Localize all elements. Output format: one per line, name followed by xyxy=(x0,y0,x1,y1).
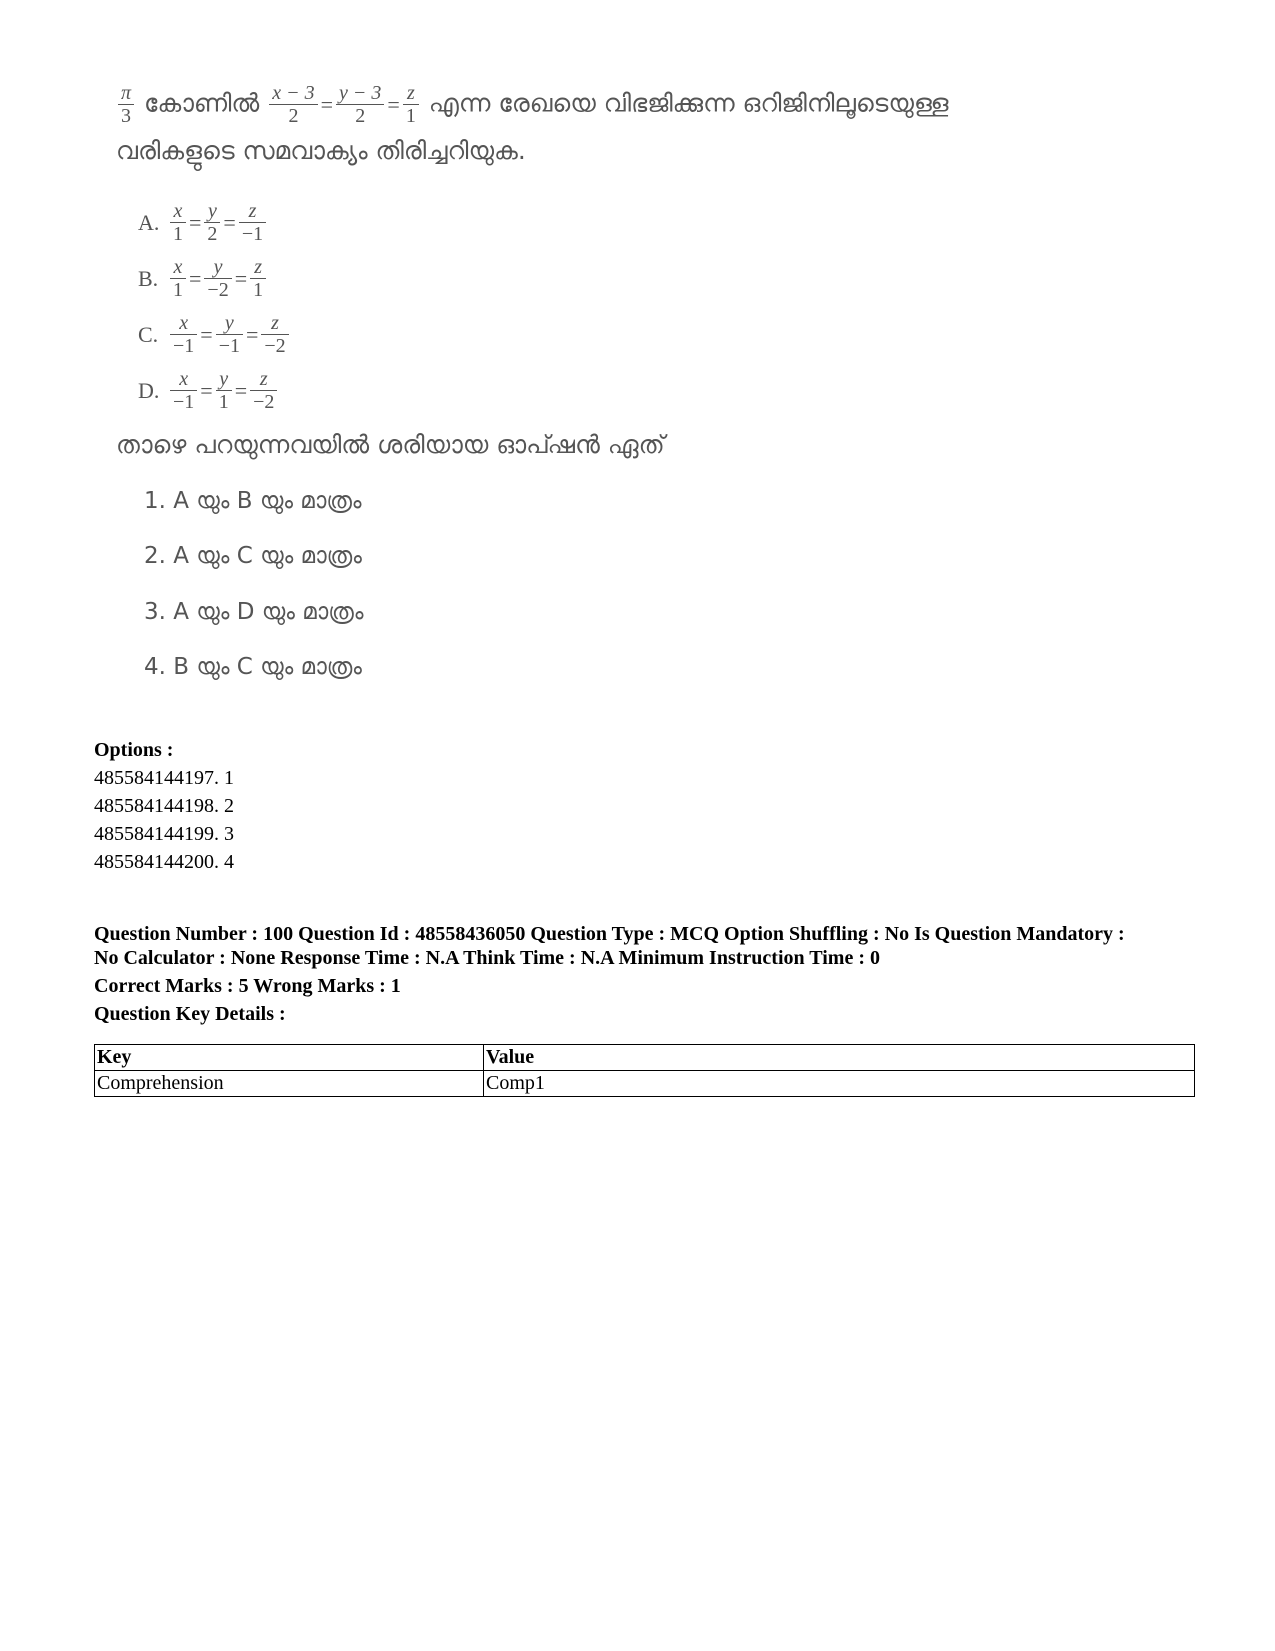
equation-label: B. xyxy=(138,265,159,291)
pi-over-3: $\frac{\pi}{3}$ xyxy=(118,82,134,127)
equals-sign: = xyxy=(234,377,248,403)
equation-label: D. xyxy=(138,377,160,403)
equation-option xyxy=(138,200,268,245)
line-fraction-y: $\frac{y - 3}{2}$ xyxy=(336,82,384,127)
equals-sign: = xyxy=(200,377,213,403)
equation-option xyxy=(138,256,268,301)
table-cell-key: Comprehension xyxy=(95,1071,484,1097)
equation-fraction: $\frac{x}{-1}$ xyxy=(170,368,197,413)
table-cell-value: Comp1 xyxy=(484,1071,1195,1097)
question-text-b: എന്ന രേഖയെ വിഭജിക്കുന്ന ഒറിജിനിലൂടെയുള്ള xyxy=(428,88,949,118)
table-row xyxy=(95,1071,1195,1097)
question-image xyxy=(108,78,1098,728)
equation-fraction: $\frac{x}{1}$ xyxy=(170,200,186,245)
meta-line-1: Question Number : 100 Question Id : 48558436050 Question Type : MCQ Option Shuffling : No Is Question Mandatory : xyxy=(94,923,1125,945)
equals-sign: = xyxy=(189,265,202,291)
equation-fraction: $\frac{z}{-1}$ xyxy=(239,200,266,245)
equation-option xyxy=(138,368,279,413)
equation-label: A. xyxy=(138,209,160,235)
equals-sign: = xyxy=(245,321,259,347)
equation-fraction: $\frac{z}{-2}$ xyxy=(250,368,277,413)
question-prompt: താഴെ പറയുന്നവയിൽ ശരിയായ ഓപ്ഷൻ ഏത് xyxy=(116,430,665,459)
equation-label: C. xyxy=(138,321,159,347)
option-2: 485584144198. 2 xyxy=(94,795,234,817)
equals-sign: = xyxy=(200,321,213,347)
line-fraction-z: $\frac{z}{1}$ xyxy=(403,82,419,127)
option-1: 485584144197. 1 xyxy=(94,767,234,789)
option-3: 485584144199. 3 xyxy=(94,823,234,845)
equals-sign: = xyxy=(189,209,202,235)
question-text-a: കോണിൽ xyxy=(143,88,260,118)
equation-fraction: $\frac{x}{1}$ xyxy=(170,256,186,301)
equation-fraction: $\frac{x}{-1}$ xyxy=(170,312,197,357)
equation-option xyxy=(138,312,291,357)
equals-sign: = xyxy=(234,265,248,291)
options-heading: Options : xyxy=(94,739,174,761)
line-fraction-x: $\frac{x - 3}{2}$ xyxy=(269,82,317,127)
equation-fraction: $\frac{z}{1}$ xyxy=(250,256,266,301)
choice-3: 3. A യും D യും മാത്രം xyxy=(144,599,364,625)
equation-fraction: $\frac{y}{-1}$ xyxy=(216,312,243,357)
key-table xyxy=(94,1044,1195,1097)
table-header-key: Key xyxy=(95,1045,484,1071)
question-line-2: വരികളുടെ സമവാക്യം തിരിച്ചറിയുക. xyxy=(116,136,526,165)
marks-line: Correct Marks : 5 Wrong Marks : 1 xyxy=(94,975,401,997)
meta-line-2: No Calculator : None Response Time : N.A Think Time : N.A Minimum Instruction Time : 0 xyxy=(94,947,880,969)
question-line-1: $\frac{\pi}{3}$ കോണിൽ $\frac{x - 3}{2}$ = $\frac{y - 3}{2}$ = $\frac{z}{1}$ എന്ന രേഖയെ വിഭജിക്കുന്ന ഒറിജിനിലൂടെയുള്ള xyxy=(116,82,948,127)
equation-fraction: $\frac{y}{-2}$ xyxy=(204,256,231,301)
equals-sign: = xyxy=(223,209,236,235)
equation-fraction: $\frac{y}{1}$ xyxy=(216,368,232,413)
table-header-value: Value xyxy=(484,1045,1195,1071)
choice-4: 4. B യും C യും മാത്രം xyxy=(144,654,362,680)
key-details-heading: Question Key Details : xyxy=(94,1003,286,1025)
choice-1: 1. A യും B യും മാത്രം xyxy=(144,488,362,514)
table-header-row xyxy=(95,1045,1195,1071)
equation-fraction: $\frac{y}{2}$ xyxy=(204,200,220,245)
choice-2: 2. A യും C യും മാത്രം xyxy=(144,543,362,569)
question-meta xyxy=(94,922,1204,1026)
equation-fraction: $\frac{z}{-2}$ xyxy=(261,312,288,357)
option-4: 485584144200. 4 xyxy=(94,851,234,873)
